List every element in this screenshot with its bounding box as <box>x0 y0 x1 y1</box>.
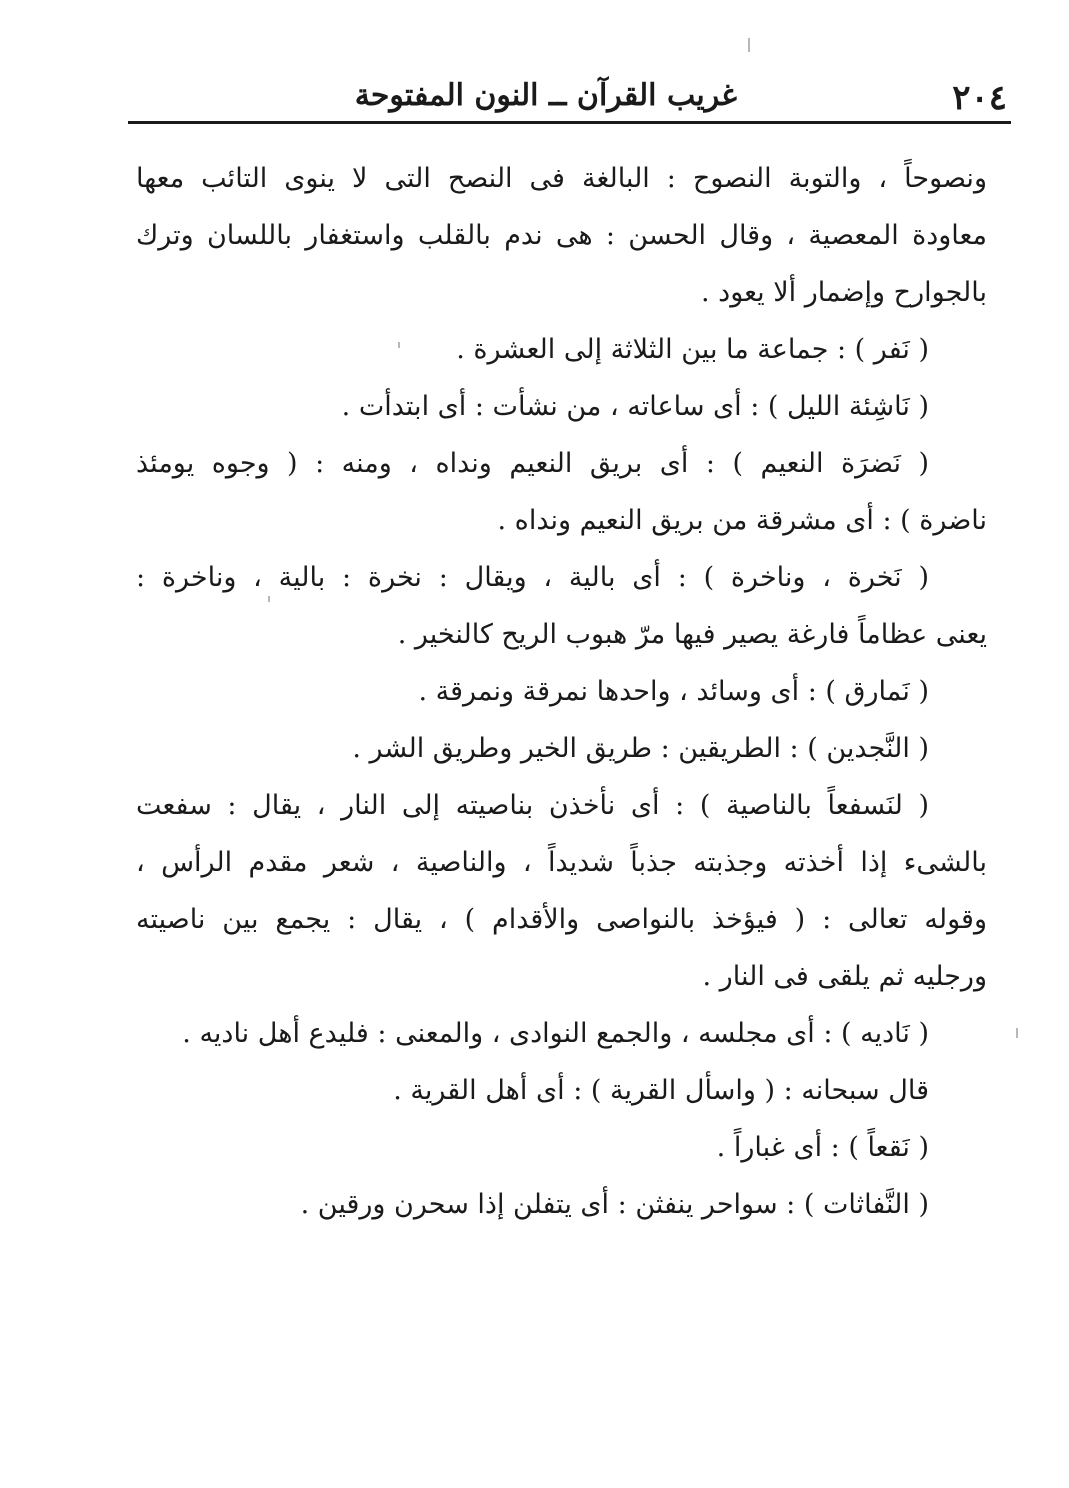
scan-speck <box>268 596 270 602</box>
scan-speck <box>748 38 750 52</box>
entry-line: ( نَقعاً ) : أى غباراً . <box>716 1132 929 1163</box>
text-line: وقوله تعالى : ( فيؤخذ بالنواصى والأقدام ) ، يقال : يجمع بين ناصيته <box>136 904 987 935</box>
entry-line: ( نَخرة ، وناخرة ) : أى بالية ، ويقال : نخرة : بالية ، وناخرة : <box>136 562 929 593</box>
scan-speck <box>1016 1028 1018 1038</box>
entry-line: ( النَّفاثات ) : سواحر ينفثن : أى يتفلن إذا سحرن ورقين . <box>300 1189 929 1220</box>
running-title: غريب القرآن ــ النون المفتوحة <box>354 78 737 113</box>
text-line: ورجليه ثم يلقى فى النار . <box>702 961 987 992</box>
text-line: بالجوارح وإضمار ألا يعود . <box>701 277 987 308</box>
text-line: معاودة المعصية ، وقال الحسن : هى ندم بالقلب واستغفار باللسان وترك <box>136 220 987 251</box>
text-line: يعنى عظاماً فارغة يصير فيها مرّ هبوب الريح كالنخير . <box>397 619 987 650</box>
entry-line: ( نَفر ) : جماعة ما بين الثلاثة إلى العشرة . <box>456 334 929 365</box>
text-line: ونصوحاً ، والتوبة النصوح : البالغة فى النصح التى لا ينوى التائب معها <box>136 163 987 194</box>
text-line: بالشىء إذا أخذته وجذبته جذباً شديداً ، والناصية ، شعر مقدم الرأس ، <box>136 847 987 878</box>
entry-line: ( نَاشِئة الليل ) : أى ساعاته ، من نشأت : أى ابتدأت . <box>341 391 929 422</box>
entry-line: ( النَّجدين ) : الطريقين : طريق الخير وطريق الشر . <box>352 733 929 764</box>
entry-line: ( نَمارق ) : أى وسائد ، واحدها نمرقة ونمرقة . <box>418 676 929 707</box>
scan-speck <box>398 342 400 348</box>
entry-line: ( نَضرَة النعيم ) : أى بريق النعيم ونداه ، ومنه : ( وجوه يومئذ <box>136 448 929 479</box>
entry-line: قال سبحانه : ( واسأل القرية ) : أى أهل القرية . <box>393 1075 929 1106</box>
entry-line: ( لنَسفعاً بالناصية ) : أى نأخذن بناصيته إلى النار ، يقال : سفعت <box>136 790 929 821</box>
body-text <box>136 150 987 1233</box>
entry-line: ( نَاديه ) : أى مجلسه ، والجمع النوادى ، والمعنى : فليدع أهل ناديه . <box>182 1018 929 1049</box>
text-line: ناضرة ) : أى مشرقة من بريق النعيم ونداه . <box>497 505 987 536</box>
page-header <box>150 72 1007 118</box>
page-number: ٢٠٤ <box>952 78 1007 118</box>
header-rule <box>128 121 1011 124</box>
